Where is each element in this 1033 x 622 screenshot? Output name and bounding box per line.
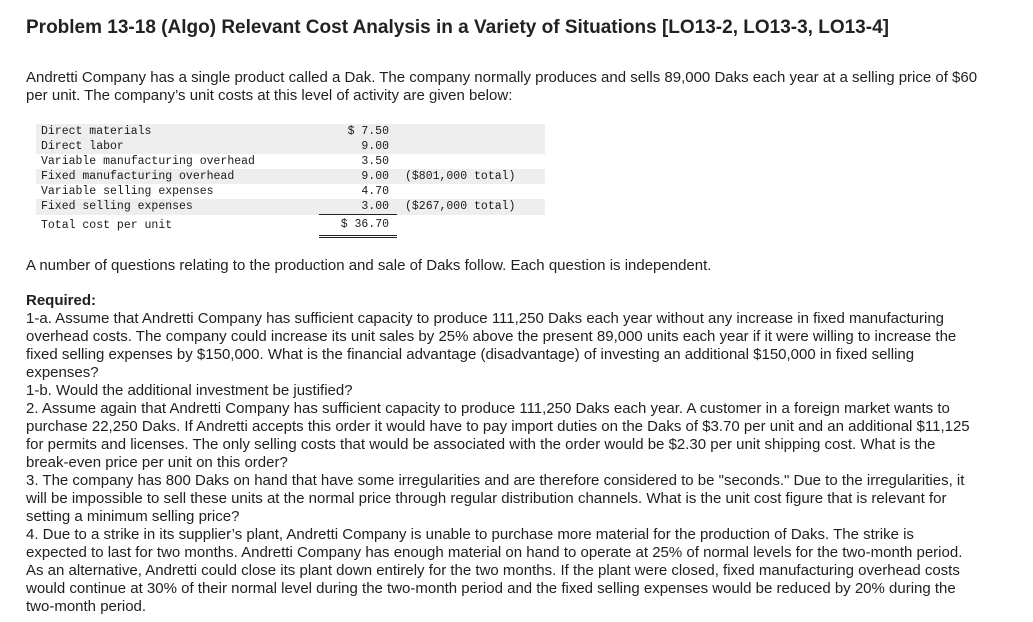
cost-row-fixed-selling xyxy=(36,199,545,215)
cost-amount: $ 7.50 xyxy=(319,124,397,139)
question-1a: 1-a. Assume that Andretti Company has sufficient capacity to produce 111,250 Daks each year without any increase in fixed manufacturing overhead costs. The company could increase its unit sales by 25% above the present 89,000 units each year if it were willing to increase the fixed selling expenses by $150,000. What is the financial advantage (disadvantage) of investing an additional $150,000 in fixed selling expenses? xyxy=(26,310,957,381)
cost-label: Variable manufacturing overhead xyxy=(41,155,255,168)
question-1b: 1-b. Would the additional investment be justified? xyxy=(26,382,353,399)
cost-note xyxy=(397,154,545,169)
cost-label: Variable selling expenses xyxy=(41,185,214,198)
cost-amount: 3.00 xyxy=(319,199,397,215)
cost-amount: 4.70 xyxy=(361,185,389,198)
cost-note: ($267,000 total) xyxy=(397,199,545,215)
question-list xyxy=(26,310,976,616)
cost-row-direct-labor xyxy=(36,139,545,154)
cost-amount: 9.00 xyxy=(319,169,397,184)
cost-amount: 3.50 xyxy=(361,155,389,168)
cost-note: ($801,000 total) xyxy=(397,169,545,184)
total-label: Total cost per unit xyxy=(36,215,319,237)
cost-label: Direct materials xyxy=(36,124,319,139)
cost-row-fixed-mfg-overhead xyxy=(36,169,545,184)
question-4: 4. Due to a strike in its supplier’s plant, Andretti Company is unable to purchase more material for the production of Daks. The strike is expected to last for two months. Andretti Company has enough material on hand to operate at 25% of normal levels for the two-month period. As an alternative, Andretti could close its plant down entirely for the two months. If the plant were closed, fixed manufacturing overhead costs would continue at 30% of their normal level during the two-month period and the fixed selling expenses would be reduced by 20% during the two-month period. xyxy=(26,526,963,615)
cost-note xyxy=(397,139,545,154)
cost-amount: 9.00 xyxy=(319,139,397,154)
cost-row-total xyxy=(36,215,545,237)
cost-row-variable-mfg-overhead xyxy=(36,154,545,169)
cost-note xyxy=(397,124,545,139)
cost-row-variable-selling xyxy=(36,184,545,199)
cost-label: Fixed selling expenses xyxy=(36,199,319,215)
cost-label: Direct labor xyxy=(36,139,319,154)
question-2: 2. Assume again that Andretti Company has sufficient capacity to produce 111,250 Daks each year. A customer in a foreign market wants to purchase 22,250 Daks. If Andretti accepts this order it would have to pay import duties on the Daks of $3.70 per unit and an additional $11,125 for permits and licenses. The only selling costs that would be associated with the order would be $2.30 per unit shipping cost. What is the break-even price per unit on this order? xyxy=(26,400,970,471)
total-amount: $ 36.70 xyxy=(319,215,397,237)
problem-intro: Andretti Company has a single product called a Dak. The company normally produces and sells 89,000 Daks each year at a selling price of $60 per unit. The company’s unit costs at this level of activity are given below: xyxy=(26,69,978,104)
cost-row-direct-materials xyxy=(36,124,545,139)
cost-note xyxy=(397,184,545,199)
cost-label: Fixed manufacturing overhead xyxy=(36,169,319,184)
unit-cost-table xyxy=(36,124,545,238)
question-3: 3. The company has 800 Daks on hand that have some irregularities and are therefore considered to be "seconds." Due to the irregularities, it will be impossible to sell these units at the normal price through regular distribution channels. What is the unit cost figure that is relevant for setting a minimum selling price? xyxy=(26,472,965,525)
required-heading: Required: xyxy=(26,292,97,309)
problem-title: Problem 13-18 (Algo) Relevant Cost Analysis in a Variety of Situations [LO13-2, LO13-3, LO13-4] xyxy=(26,17,889,38)
independence-note: A number of questions relating to the production and sale of Daks follow. Each question is independent. xyxy=(26,257,712,274)
